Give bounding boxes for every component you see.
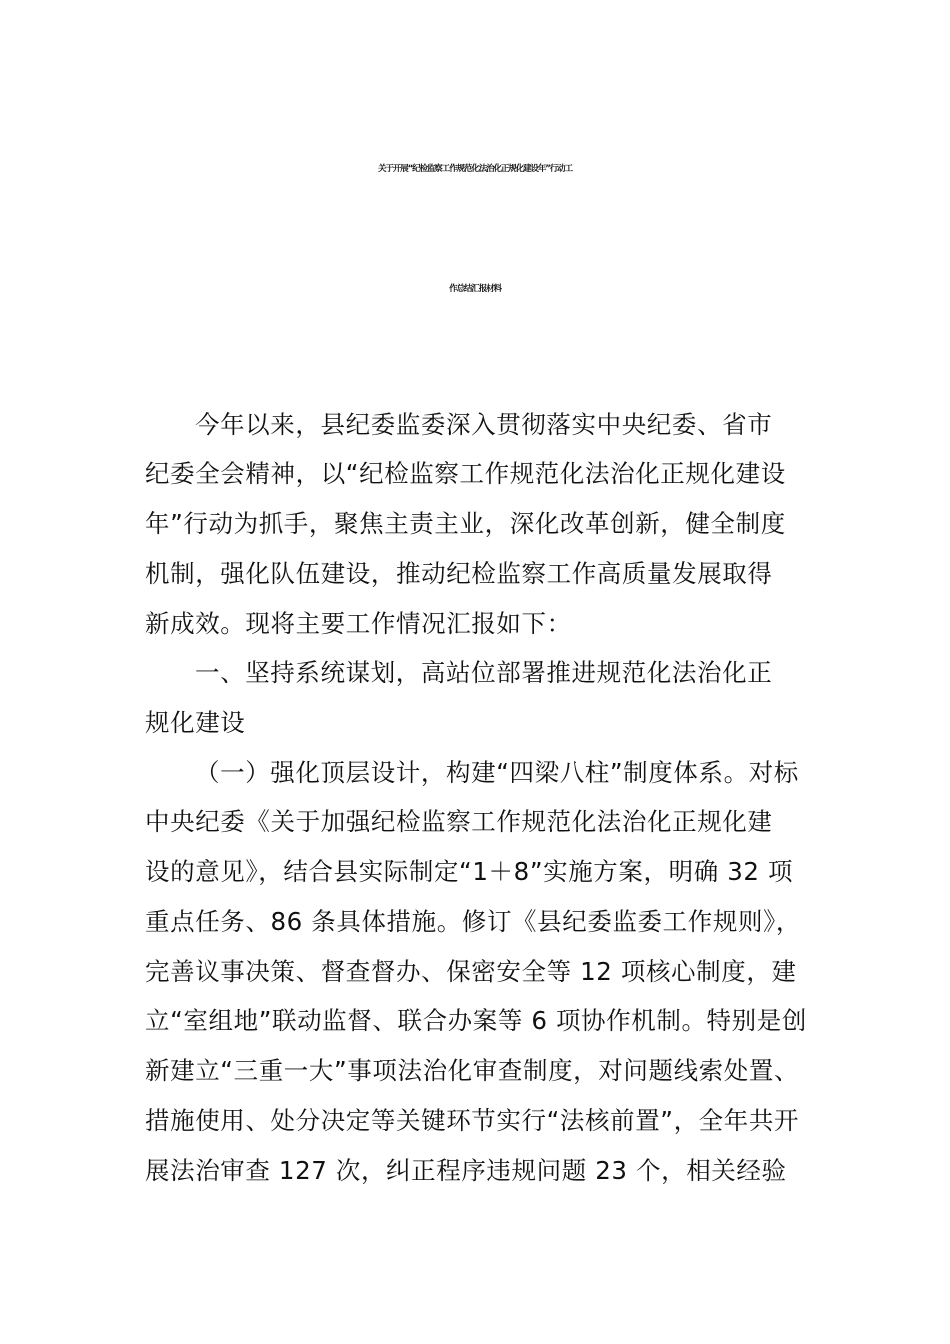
body-line: 今年以来，县纪委监委深入贯彻落实中央纪委、省市	[195, 410, 773, 439]
body-line: 新建立“三重一大”事项法治化审查制度，对问题线索处置、	[145, 1056, 800, 1085]
body-line: 新成效。现将主要工作情况汇报如下：	[145, 609, 572, 638]
subsection-heading-line: （一）强化顶层设计，构建“四梁八柱”制度体系。对标	[195, 758, 799, 787]
body-line: 纪委全会精神，以“纪检监察工作规范化法治化正规化建设	[145, 459, 786, 488]
section-heading-line: 规化建设	[145, 708, 246, 737]
body-line: 展法治审查 127 次，纠正程序违规问题 23 个，相关经验	[145, 1156, 787, 1185]
section-heading-line: 一、坚持系统谋划，高站位部署推进规范化法治化正	[195, 658, 773, 687]
body-line: 机制，强化队伍建设，推动纪检监察工作高质量发展取得	[145, 559, 773, 588]
title-line-2: 作总结汇报材料	[449, 284, 501, 294]
body-line: 重点任务、86 条具体措施。修订《县纪委监委工作规则》，	[145, 907, 802, 936]
body-line: 设的意见》，结合县实际制定“1＋8”实施方案，明确 32 项	[145, 857, 794, 886]
body-line: 措施使用、处分决定等关键环节实行“法核前置”，全年共开	[145, 1106, 800, 1135]
body-line: 完善议事决策、督查督办、保密安全等 12 项核心制度，建	[145, 957, 797, 986]
title-line-1: 关于开展“纪检监察工作规范化法治化正规化建设年”行动工	[378, 164, 572, 174]
body-line: 中央纪委《关于加强纪检监察工作规范化法治化正规化建	[145, 807, 773, 836]
body-line: 立“室组地”联动监督、联合办案等 6 项协作机制。特别是创	[145, 1006, 807, 1035]
body-line: 年”行动为抓手，聚焦主责主业，深化改革创新，健全制度	[145, 509, 786, 538]
